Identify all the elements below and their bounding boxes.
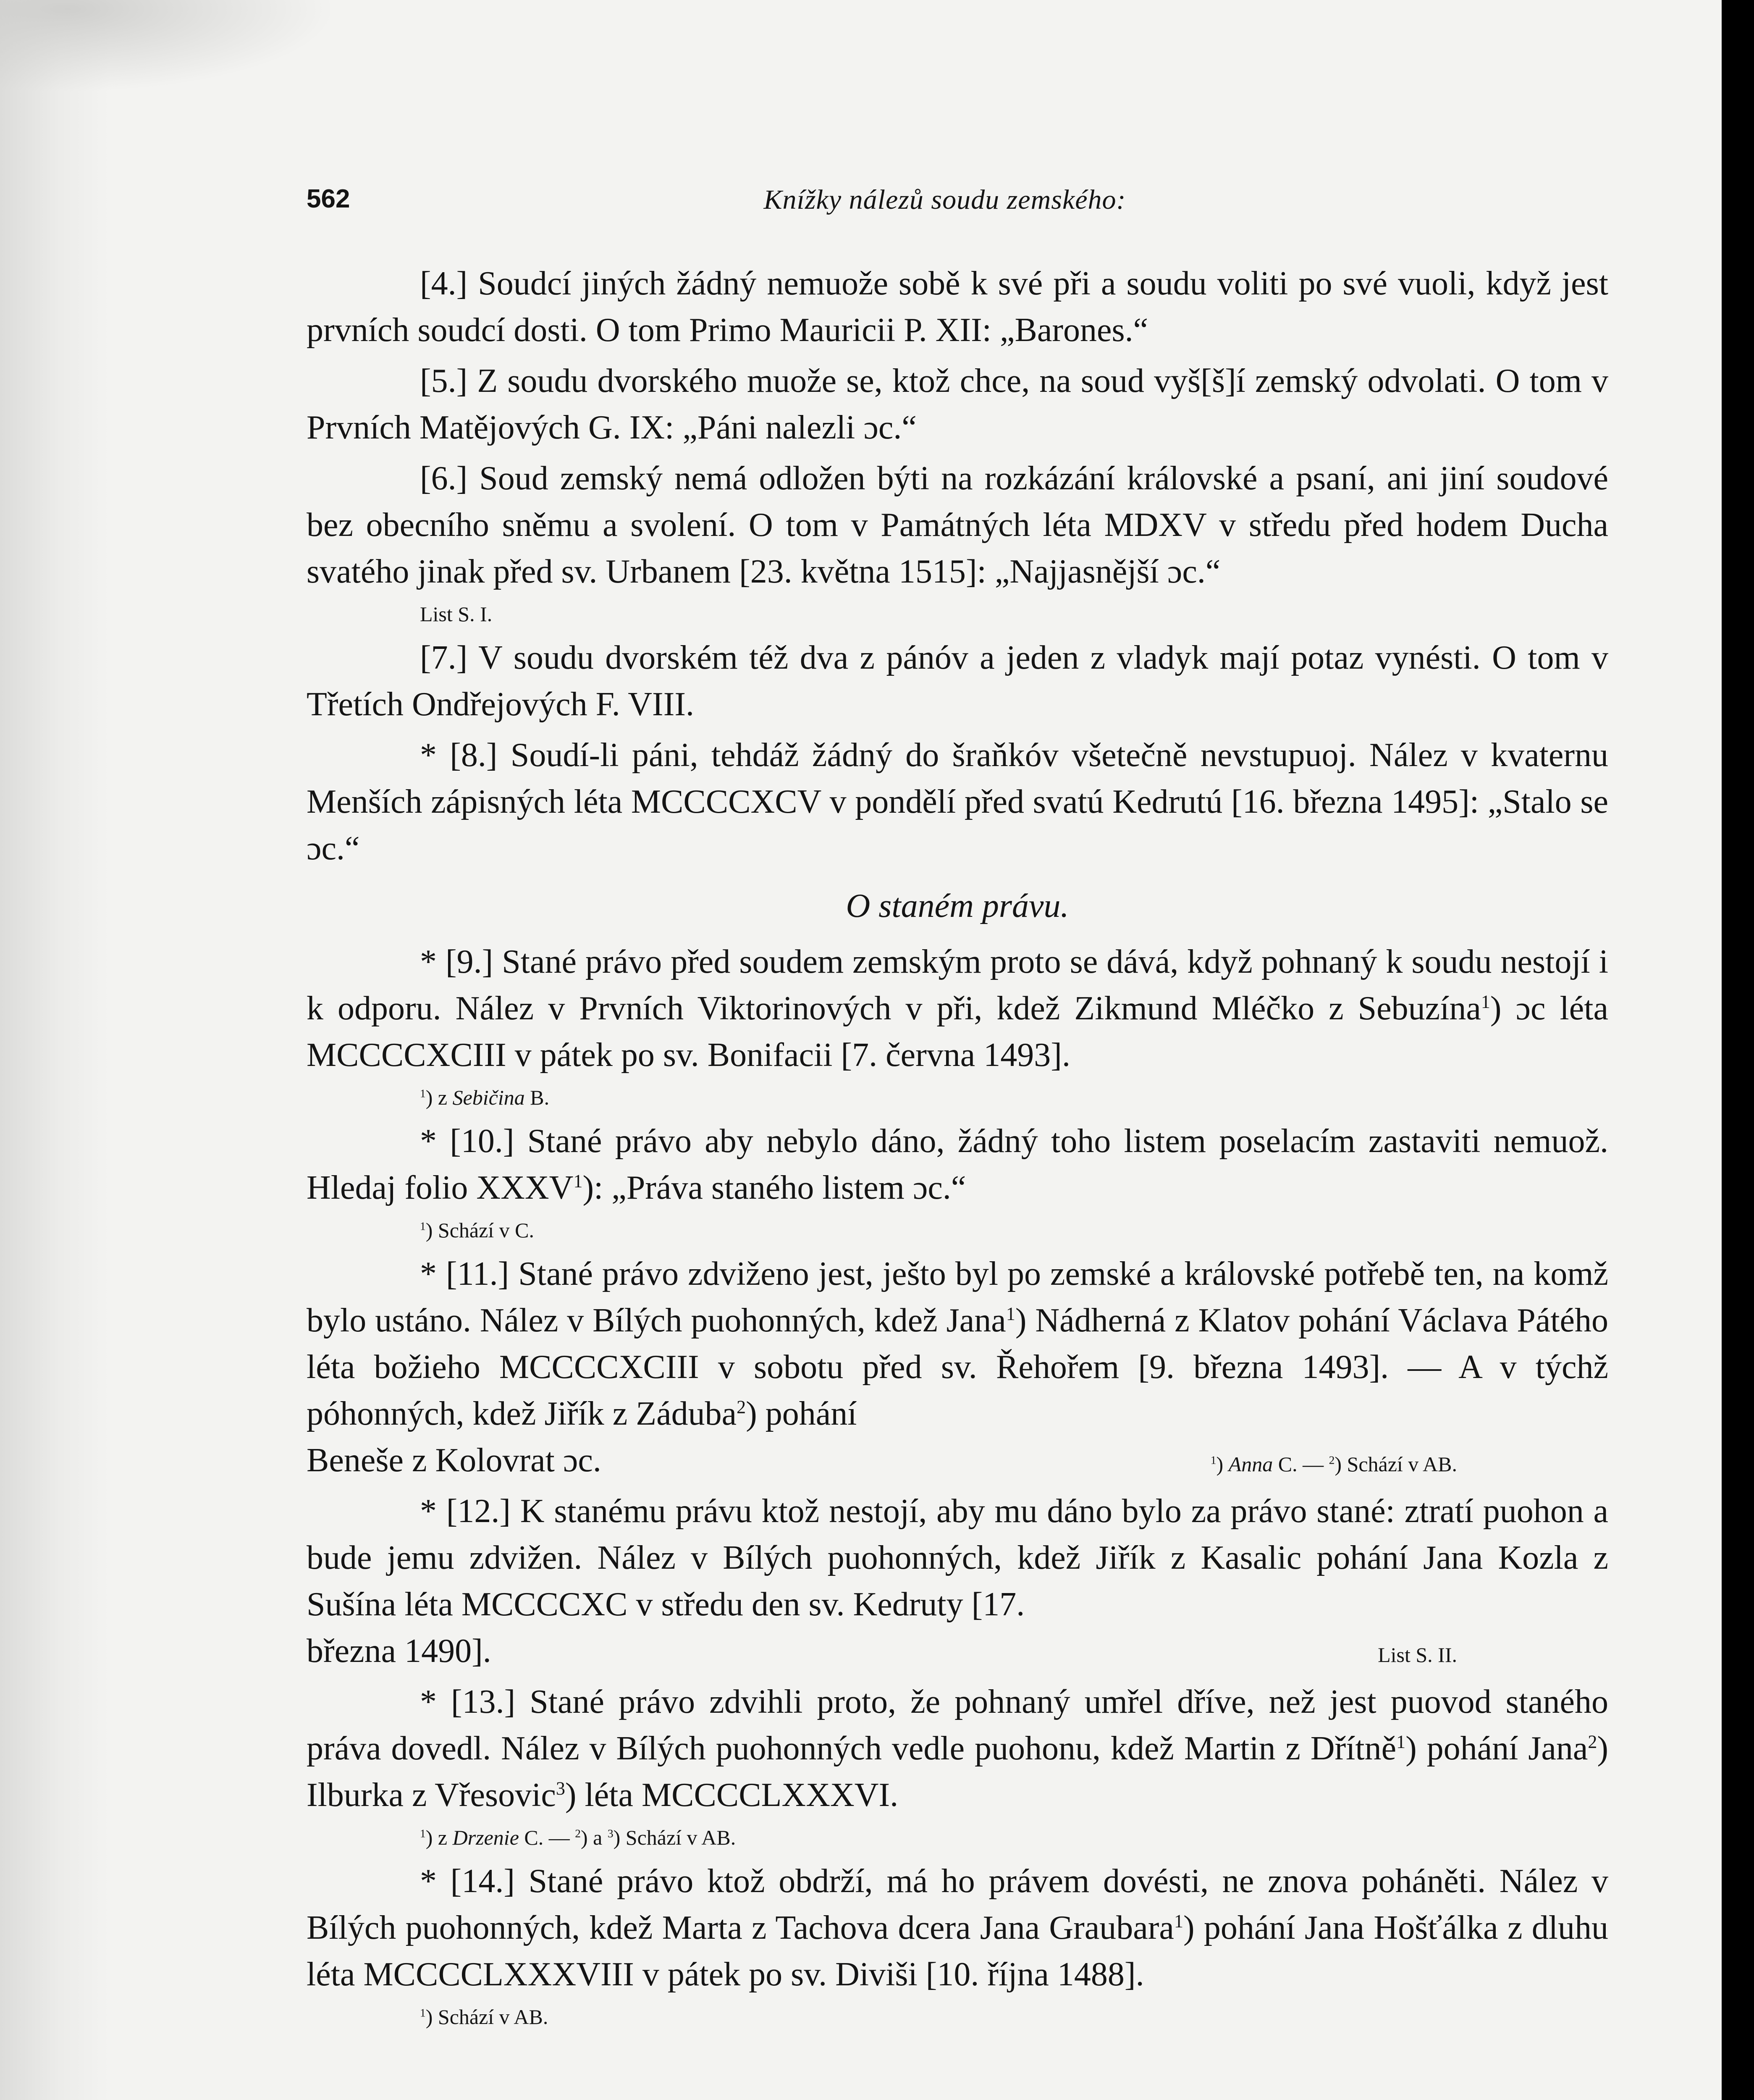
running-title: Knížky nálezů soudu zemského: <box>763 184 1126 215</box>
paragraph-12: * [12.] K stanému právu ktož nestojí, aby mu dáno bylo za právo stané: ztratí puohon a bude jemu zdvižen. Nález v Bílých puohonných, kdež Jiřík z Kasalic pohání Jana Kozla z Sušína léta MCCCCXC v středu den sv. Kedruty [17. <box>307 1493 1608 1623</box>
paragraph-14: * [14.] Stané právo ktož obdrží, má ho právem dovésti, ne znova poháněti. Nález v Bílých puohonných, kdež Marta z Tachova dcera Jana Graubara$^1$) pohání Jana Hošťálka z dluhu léta MCCCCLXXXVIII v pátek po sv. Diviši [10. října 1488]. <box>307 1863 1608 1993</box>
footnote-13: $^1$) z Drzenie C. — $^2$) a $^3$) Schází v AB. <box>420 1826 736 1849</box>
paragraph-9: * [9.] Stané právo před soudem zemským proto se dává, když pohnaný k soudu nestojí i k odporu. Nález v Prvních Viktorinových v při, kdež Zikmund Mléčko z Sebuzína$^1$) ɔc léta MCCCCXCIII v pátek po sv. Bonifacii [7. června 1493]. <box>307 943 1609 1074</box>
paragraph-11-tail <box>307 1437 1608 1484</box>
footnote-14: $^1$) Schází v AB. <box>420 2005 548 2029</box>
footnote-10: $^1$) Schází v C. <box>420 1218 535 1242</box>
paragraph-5: [5.] Z soudu dvorského muože se, ktož chce, na soud vyš[š]í zemský odvolati. O tom v Prvních Matějových G. IX: „Páni nalezli ɔc.“ <box>307 362 1608 446</box>
paragraph-7: [7.] V soudu dvorském též dva z pánóv a jeden z vladyk mají potaz vynésti. O tom v Třetích Ondřejových F. VIII. <box>307 639 1608 723</box>
paragraph-11: * [11.] Stané právo zdviženo jest, ješto byl po zemské a královské potřebě ten, na komž bylo ustáno. Nález v Bílých puohonných, kdež Jana$^1$) Nádherná z Klatov pohání Václava Pátého léta božieho MCCCCXCIII v sobotu před sv. Řehořem [9. března 1493]. — A v týchž póhonných, kdež Jiřík z Záduba$^2$) pohání <box>307 1255 1609 1432</box>
page-corner-shadow <box>0 0 336 92</box>
paragraph-6: [6.] Soud zemský nemá odložen býti na rozkázání královské a psaní, ani jiní soudové bez obecního sněmu a svolení. O tom v Památných léta MDXV v středu před hodem Ducha svatého jinak před sv. Urbanem [23. května 1515]: „Najjasnější ɔc.“ <box>307 460 1608 590</box>
page-number: 562 <box>307 184 350 213</box>
margin-note-list-s2: List S. II. <box>1378 1643 1457 1667</box>
page-header <box>307 184 1583 230</box>
margin-note-list-s1: List S. I. <box>420 602 493 626</box>
paragraph-13: * [13.] Stané právo zdvihli proto, že pohnaný umřel dříve, než jest puovod staného práva dovedl. Nález v Bílých puohonných vedle puohonu, kdež Martin z Dřítně$^1$) pohání Jana$^2$) Ilburka z Vřesovic$^3$) léta MCCCCLXXXVI. <box>307 1683 1608 1814</box>
main-text <box>307 260 1608 2037</box>
footnote-11: $^1$) Anna C. — $^2$) Schází v AB. <box>1210 1452 1457 1476</box>
paragraph-12-last-line: března 1490]. <box>307 1633 491 1670</box>
paragraph-11-last-line: Beneše z Kolovrat ɔc. <box>307 1442 601 1479</box>
paragraph-10: * [10.] Stané právo aby nebylo dáno, žádný toho listem poselacím zastaviti nemuož. Hledaj folio XXXV$^1$): „Práva staného listem ɔc.“ <box>307 1123 1608 1206</box>
section-heading: O staném právu. <box>846 887 1069 924</box>
paragraph-4: [4.] Soudcí jiných žádný nemuože sobě k své při a soudu voliti po své vuoli, když jest prvních soudcí dosti. O tom Primo Mauricii P. XII: „Barones.“ <box>307 265 1608 349</box>
page-edge-shadow <box>0 0 109 2100</box>
paragraph-12-tail <box>307 1628 1608 1675</box>
footnote-9: $^1$) z Sebičina B. <box>420 1086 550 1109</box>
paragraph-8: * [8.] Soudí-li páni, tehdáž žádný do šraňkóv všetečně nevstupuoj. Nález v kvaternu Menších zápisných léta MCCCCXCV v pondělí před svatú Kedrutú [16. března 1495]: „Stalo se ɔc.“ <box>307 737 1608 867</box>
